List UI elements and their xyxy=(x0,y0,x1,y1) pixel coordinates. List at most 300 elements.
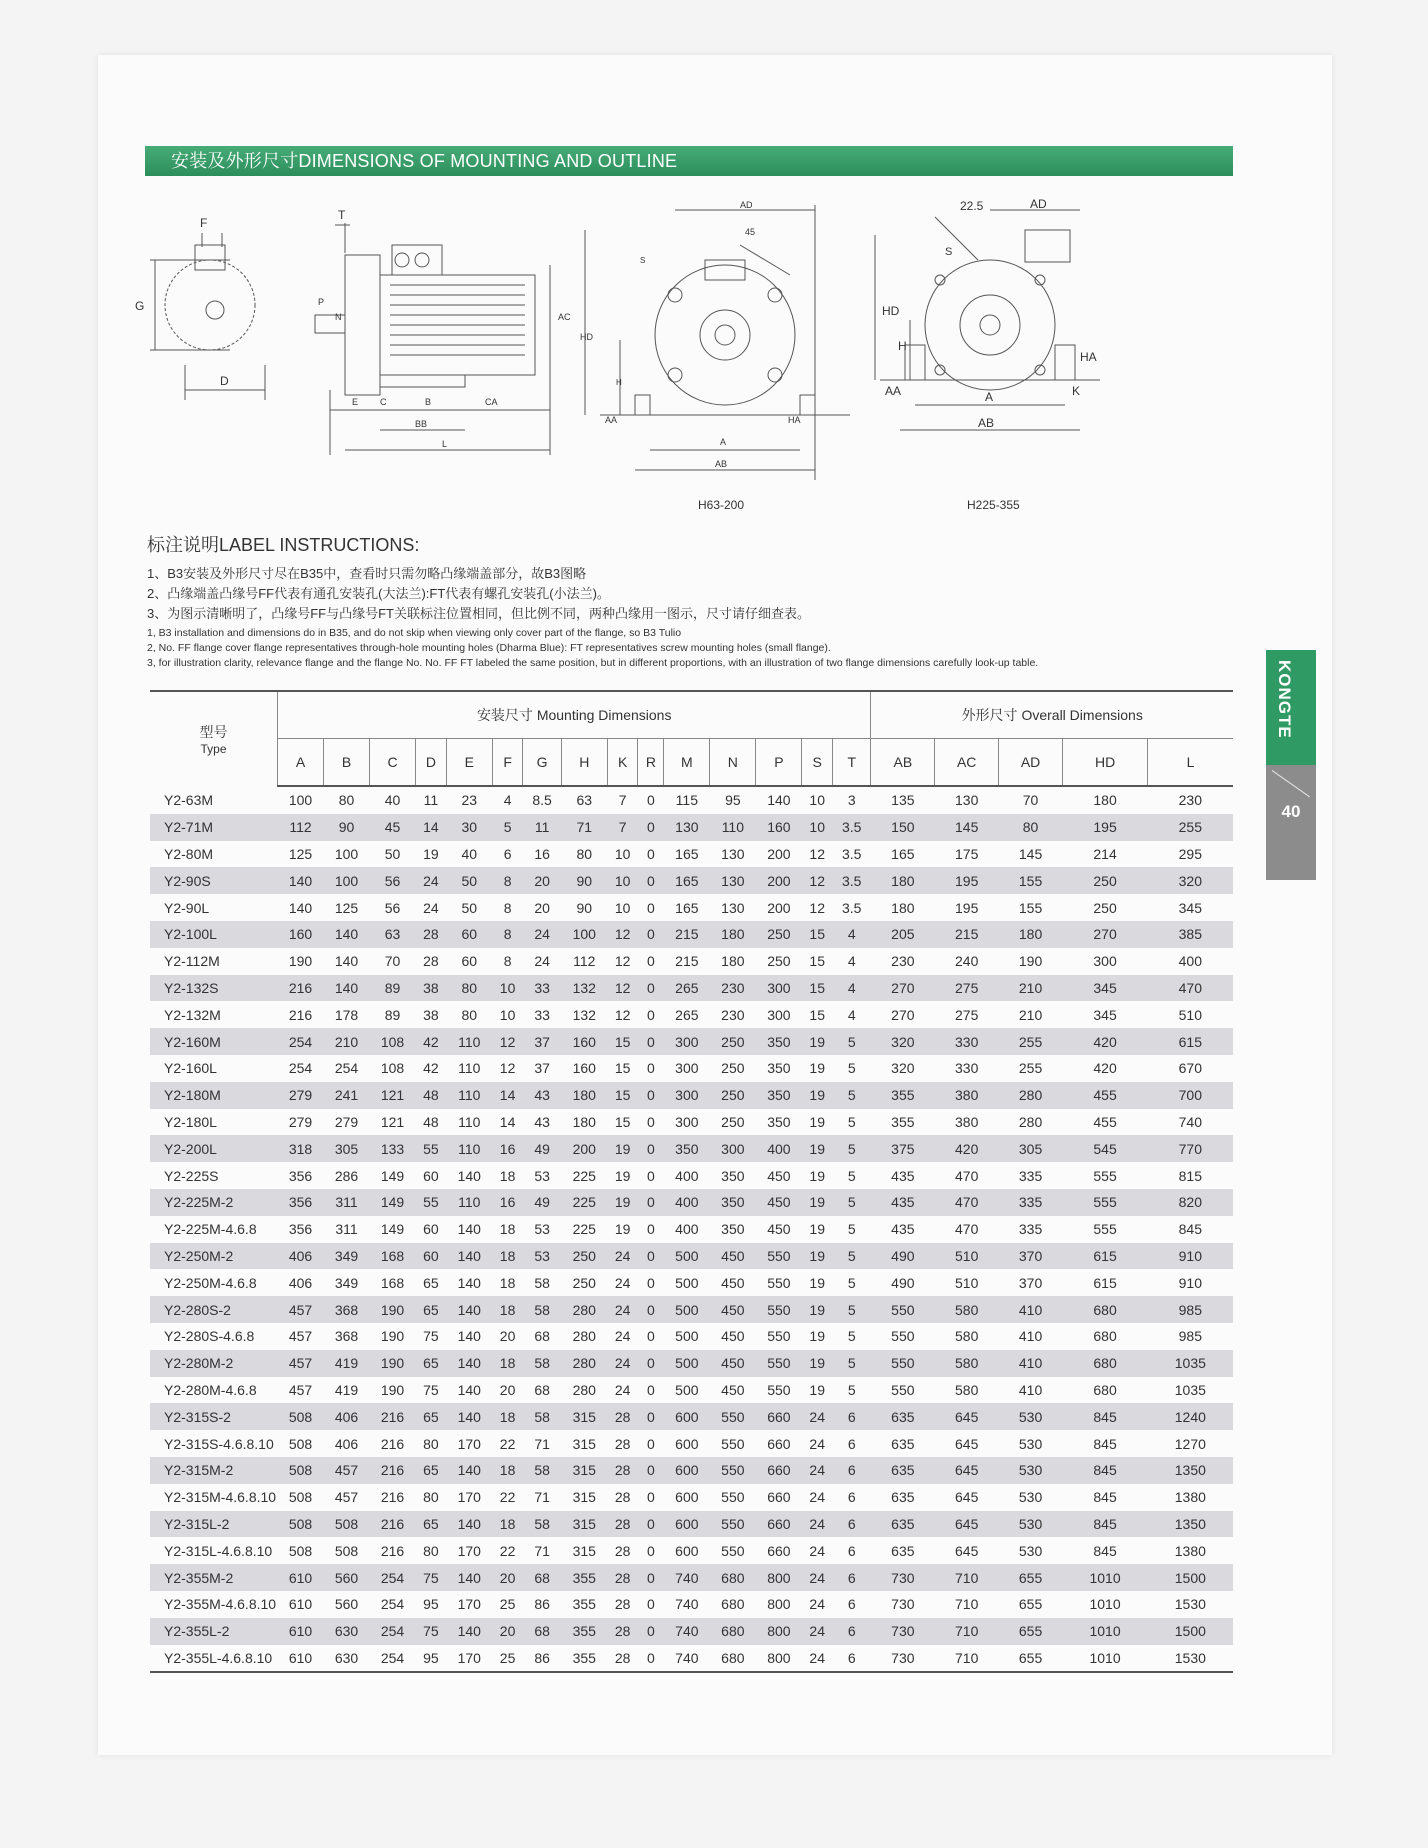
value-cell: 16 xyxy=(534,845,550,862)
value-cell: 43 xyxy=(534,1113,550,1130)
value-cell: 230 xyxy=(710,975,756,1002)
value-cell: 130 xyxy=(721,845,745,862)
value-cell: 40 xyxy=(461,845,478,862)
value-cell: 660 xyxy=(767,1542,791,1559)
value-cell: 555 xyxy=(1093,1167,1117,1184)
value-cell: 550 xyxy=(710,1403,756,1430)
value-cell: 165 xyxy=(891,845,915,862)
caption-h225-355: H225-355 xyxy=(967,498,1020,512)
brand-name: KONGTE xyxy=(1275,660,1294,739)
value-cell: 254 xyxy=(370,1645,416,1673)
value-cell: 400 xyxy=(664,1189,710,1216)
value-cell: 0 xyxy=(638,1028,664,1055)
value-cell: 8 xyxy=(503,899,512,916)
value-cell: 250 xyxy=(1093,899,1117,916)
value-cell: 420 xyxy=(1062,1028,1147,1055)
label-aa-2: AA xyxy=(885,384,902,398)
value-cell: 5 xyxy=(833,1135,871,1162)
value-cell: 12 xyxy=(809,899,825,916)
value-cell: 406 xyxy=(278,1243,324,1270)
value-cell: 75 xyxy=(423,1328,439,1345)
value-cell: 845 xyxy=(1062,1457,1147,1484)
value-cell: 180 xyxy=(572,1113,596,1130)
value-cell: 457 xyxy=(278,1296,324,1323)
value-cell: 610 xyxy=(278,1618,324,1645)
column-header: HD xyxy=(1062,739,1147,787)
value-cell: 30 xyxy=(446,814,492,841)
motor-outline-drawings xyxy=(135,197,1240,515)
value-cell: 215 xyxy=(675,953,699,970)
value-cell: 300 xyxy=(710,1135,756,1162)
value-cell: 510 xyxy=(1178,1006,1202,1023)
value-cell: 95 xyxy=(416,1645,447,1673)
value-cell: 140 xyxy=(446,1296,492,1323)
value-cell: 19 xyxy=(802,1243,833,1270)
value-cell: 300 xyxy=(767,1006,791,1023)
value-cell: 24 xyxy=(416,867,447,894)
value-cell: 280 xyxy=(561,1296,607,1323)
value-cell: 370 xyxy=(999,1243,1063,1270)
value-cell: 28 xyxy=(607,1564,638,1591)
value-cell: 385 xyxy=(1148,921,1233,948)
value-cell: 800 xyxy=(756,1564,802,1591)
value-cell: 195 xyxy=(935,867,999,894)
value-cell: 0 xyxy=(638,1403,664,1430)
column-header: B xyxy=(324,739,370,787)
value-cell: 356 xyxy=(288,1167,313,1184)
value-cell: 19 xyxy=(614,1167,631,1184)
type-header xyxy=(150,691,278,786)
value-cell: 335 xyxy=(1018,1221,1043,1238)
label-g: G xyxy=(135,299,145,313)
type-cell: Y2-280S-4.6.8 xyxy=(164,1328,255,1345)
value-cell: 0 xyxy=(638,1511,664,1538)
value-cell: 19 xyxy=(802,1135,833,1162)
type-cell: Y2-355M-4.6.8.10 xyxy=(164,1596,277,1613)
overall-header: 外形尺寸 Overall Dimensions xyxy=(871,691,1233,739)
value-cell: 320 xyxy=(871,1028,935,1055)
value-cell: 125 xyxy=(334,899,359,916)
value-cell: 4 xyxy=(833,921,871,948)
value-cell: 24 xyxy=(802,1564,833,1591)
value-cell: 16 xyxy=(492,1135,523,1162)
value-cell: 286 xyxy=(334,1167,359,1184)
value-cell: 349 xyxy=(324,1243,370,1270)
type-cell: Y2-280M-2 xyxy=(150,1350,278,1377)
type-cell: Y2-250M-2 xyxy=(150,1243,278,1270)
value-cell: 1240 xyxy=(1148,1403,1233,1430)
column-header: K xyxy=(607,739,638,787)
value-cell: 37 xyxy=(534,1060,550,1077)
value-cell: 0 xyxy=(638,1350,664,1377)
label-instructions-title: 标注说明LABEL INSTRUCTIONS: xyxy=(147,535,420,555)
value-cell: 170 xyxy=(446,1645,492,1673)
value-cell: 150 xyxy=(871,814,935,841)
value-cell: 1010 xyxy=(1062,1645,1147,1673)
value-cell: 170 xyxy=(457,1435,481,1452)
value-cell: 95 xyxy=(725,792,741,809)
value-cell: 19 xyxy=(423,845,439,862)
note-cn-1: 1、B3安装及外形尺寸尽在B35中，查看时只需勿略凸缘端盖部分，故B3图略 xyxy=(147,566,587,581)
value-cell: 175 xyxy=(955,845,979,862)
value-cell: 1500 xyxy=(1148,1564,1233,1591)
value-cell: 24 xyxy=(423,899,439,916)
value-cell: 600 xyxy=(675,1435,699,1452)
value-cell: 135 xyxy=(891,792,915,809)
value-cell: 80 xyxy=(423,1489,439,1506)
value-cell: 210 xyxy=(1018,1006,1043,1023)
value-cell: 3.5 xyxy=(842,845,862,862)
value-cell: 349 xyxy=(334,1274,359,1291)
value-cell: 550 xyxy=(710,1457,756,1484)
value-cell: 545 xyxy=(1062,1135,1147,1162)
value-cell: 190 xyxy=(380,1381,405,1398)
value-cell: 470 xyxy=(1148,975,1233,1002)
table-row xyxy=(150,1618,1233,1645)
value-cell: 6 xyxy=(833,1457,871,1484)
value-cell: 315 xyxy=(572,1435,596,1452)
table-row xyxy=(150,1430,1233,1457)
value-cell: 530 xyxy=(999,1457,1063,1484)
value-cell: 645 xyxy=(955,1542,979,1559)
value-cell: 33 xyxy=(534,1006,550,1023)
value-cell: 5 xyxy=(833,1189,871,1216)
column-header: AD xyxy=(999,739,1063,787)
value-cell: 800 xyxy=(756,1645,802,1673)
value-cell: 200 xyxy=(767,845,791,862)
value-cell: 100 xyxy=(561,921,607,948)
value-cell: 80 xyxy=(576,845,593,862)
value-cell: 0 xyxy=(647,1060,655,1077)
value-cell: 680 xyxy=(721,1596,745,1613)
value-cell: 20 xyxy=(492,1564,523,1591)
value-cell: 610 xyxy=(278,1645,324,1673)
value-cell: 18 xyxy=(492,1403,523,1430)
value-cell: 58 xyxy=(523,1296,561,1323)
value-cell: 145 xyxy=(935,814,999,841)
value-cell: 410 xyxy=(1018,1328,1043,1345)
value-cell: 155 xyxy=(999,867,1063,894)
value-cell: 635 xyxy=(871,1511,935,1538)
value-cell: 6 xyxy=(847,1596,856,1613)
value-cell: 190 xyxy=(380,1328,405,1345)
dimensions-table xyxy=(150,690,1233,1673)
value-cell: 18 xyxy=(492,1511,523,1538)
value-cell: 49 xyxy=(523,1135,561,1162)
value-cell: 0 xyxy=(647,1489,655,1506)
value-cell: 58 xyxy=(534,1274,550,1291)
value-cell: 160 xyxy=(572,1060,596,1077)
label-ha-2: HA xyxy=(1080,350,1097,364)
value-cell: 18 xyxy=(499,1274,516,1291)
value-cell: 19 xyxy=(809,1167,825,1184)
value-cell: 610 xyxy=(288,1596,313,1613)
value-cell: 168 xyxy=(370,1243,416,1270)
label-d: D xyxy=(220,374,229,388)
shaft-end-drawing xyxy=(150,233,265,400)
value-cell: 19 xyxy=(614,1221,631,1238)
value-cell: 985 xyxy=(1148,1296,1233,1323)
value-cell: 315 xyxy=(561,1457,607,1484)
value-cell: 680 xyxy=(1093,1328,1117,1345)
value-cell: 200 xyxy=(767,899,791,916)
value-cell: 170 xyxy=(457,1489,481,1506)
value-cell: 550 xyxy=(721,1489,745,1506)
value-cell: 500 xyxy=(664,1243,710,1270)
value-cell: 845 xyxy=(1178,1221,1202,1238)
value-cell: 8 xyxy=(492,921,523,948)
value-cell: 254 xyxy=(370,1564,416,1591)
value-cell: 0 xyxy=(647,792,655,809)
value-cell: 3 xyxy=(847,792,856,809)
table-row xyxy=(150,921,1233,948)
value-cell: 140 xyxy=(446,1511,492,1538)
value-cell: 6 xyxy=(833,1645,871,1673)
value-cell: 42 xyxy=(423,1060,439,1077)
value-cell: 140 xyxy=(457,1328,481,1345)
value-cell: 24 xyxy=(809,1489,825,1506)
label-hd-2: HD xyxy=(882,304,900,318)
value-cell: 845 xyxy=(1093,1542,1117,1559)
value-cell: 80 xyxy=(999,814,1063,841)
value-cell: 730 xyxy=(871,1645,935,1673)
value-cell: 400 xyxy=(1178,953,1202,970)
value-cell: 508 xyxy=(324,1511,370,1538)
value-cell: 550 xyxy=(871,1296,935,1323)
value-cell: 28 xyxy=(614,1489,631,1506)
value-cell: 457 xyxy=(278,1350,324,1377)
value-cell: 65 xyxy=(416,1511,447,1538)
column-header: A xyxy=(278,739,324,787)
value-cell: 550 xyxy=(871,1350,935,1377)
value-cell: 375 xyxy=(871,1135,935,1162)
value-cell: 250 xyxy=(721,1060,745,1077)
value-cell: 710 xyxy=(935,1564,999,1591)
note-cn-3: 3、为图示清晰明了，凸缘号FF与凸缘号FT关联标注位置相同，但比例不同，两种凸缘用一图示，尺寸请仔细查表。 xyxy=(147,606,810,621)
value-cell: 680 xyxy=(1062,1296,1147,1323)
value-cell: 75 xyxy=(416,1564,447,1591)
value-cell: 1380 xyxy=(1174,1542,1206,1559)
value-cell: 71 xyxy=(534,1489,550,1506)
value-cell: 420 xyxy=(1093,1060,1117,1077)
value-cell: 508 xyxy=(288,1542,313,1559)
label-k: K xyxy=(1072,384,1081,398)
value-cell: 178 xyxy=(334,1006,359,1023)
value-cell: 730 xyxy=(871,1618,935,1645)
label-b: B xyxy=(425,397,432,407)
value-cell: 28 xyxy=(607,1511,638,1538)
value-cell: 110 xyxy=(458,1113,481,1130)
value-cell: 355 xyxy=(871,1082,935,1109)
value-cell: 660 xyxy=(767,1435,791,1452)
value-cell: 300 xyxy=(675,1060,699,1077)
value-cell: 645 xyxy=(935,1457,999,1484)
value-cell: 210 xyxy=(999,975,1063,1002)
value-cell: 89 xyxy=(384,1006,401,1023)
value-cell: 500 xyxy=(664,1296,710,1323)
type-cell: Y2-63M xyxy=(164,791,214,808)
value-cell: 370 xyxy=(1018,1274,1043,1291)
value-cell: 58 xyxy=(523,1403,561,1430)
value-cell: 28 xyxy=(607,1403,638,1430)
value-cell: 190 xyxy=(288,953,313,970)
column-header: P xyxy=(756,739,802,787)
value-cell: 130 xyxy=(664,814,710,841)
value-cell: 23 xyxy=(461,792,478,809)
value-cell: 300 xyxy=(664,1028,710,1055)
value-cell: 14 xyxy=(499,1113,516,1130)
value-cell: 24 xyxy=(802,1618,833,1645)
value-cell: 0 xyxy=(638,1618,664,1645)
value-cell: 800 xyxy=(767,1596,791,1613)
value-cell: 60 xyxy=(446,921,492,948)
value-cell: 65 xyxy=(416,1403,447,1430)
value-cell: 214 xyxy=(1093,845,1117,862)
value-cell: 216 xyxy=(288,1006,313,1023)
value-cell: 255 xyxy=(1018,1060,1043,1077)
value-cell: 435 xyxy=(871,1189,935,1216)
value-cell: 845 xyxy=(1093,1435,1117,1452)
value-cell: 254 xyxy=(278,1028,324,1055)
value-cell: 450 xyxy=(721,1381,745,1398)
value-cell: 250 xyxy=(710,1028,756,1055)
value-cell: 215 xyxy=(935,921,999,948)
value-cell: 550 xyxy=(756,1350,802,1377)
value-cell: 615 xyxy=(1148,1028,1233,1055)
value-cell: 0 xyxy=(647,1328,655,1345)
value-cell: 110 xyxy=(458,1060,481,1077)
value-cell: 355 xyxy=(561,1645,607,1673)
value-cell: 8 xyxy=(503,953,512,970)
value-cell: 3.5 xyxy=(833,867,871,894)
value-cell: 5 xyxy=(847,1060,856,1077)
value-cell: 419 xyxy=(324,1350,370,1377)
value-cell: 635 xyxy=(871,1403,935,1430)
value-cell: 19 xyxy=(607,1135,638,1162)
value-cell: 350 xyxy=(767,1060,791,1077)
value-cell: 48 xyxy=(416,1082,447,1109)
type-cell: Y2-355L-2 xyxy=(150,1618,278,1645)
value-cell: 65 xyxy=(416,1457,447,1484)
value-cell: 1380 xyxy=(1174,1489,1206,1506)
value-cell: 710 xyxy=(935,1618,999,1645)
value-cell: 311 xyxy=(324,1189,370,1216)
type-cell: Y2-80M xyxy=(164,845,214,862)
value-cell: 5 xyxy=(847,1167,856,1184)
label-a-1: A xyxy=(720,437,727,447)
value-cell: 6 xyxy=(833,1511,871,1538)
table-row xyxy=(150,894,1233,921)
value-cell: 53 xyxy=(534,1167,550,1184)
value-cell: 50 xyxy=(446,867,492,894)
value-cell: 550 xyxy=(891,1328,915,1345)
value-cell: 140 xyxy=(324,921,370,948)
value-cell: 630 xyxy=(324,1645,370,1673)
column-header-row xyxy=(150,739,1233,787)
value-cell: 28 xyxy=(607,1645,638,1673)
table-row xyxy=(150,1377,1233,1404)
value-cell: 19 xyxy=(802,1189,833,1216)
value-cell: 250 xyxy=(721,1113,745,1130)
value-cell: 45 xyxy=(370,814,416,841)
value-cell: 300 xyxy=(675,1113,699,1130)
value-cell: 250 xyxy=(756,921,802,948)
value-cell: 24 xyxy=(809,1596,825,1613)
value-cell: 508 xyxy=(278,1511,324,1538)
value-cell: 56 xyxy=(384,899,401,916)
value-cell: 15 xyxy=(614,1060,631,1077)
value-cell: 635 xyxy=(891,1542,915,1559)
value-cell: 63 xyxy=(370,921,416,948)
value-cell: 14 xyxy=(416,814,447,841)
value-cell: 225 xyxy=(561,1189,607,1216)
value-cell: 5 xyxy=(847,1328,856,1345)
value-cell: 149 xyxy=(380,1167,405,1184)
value-cell: 550 xyxy=(710,1511,756,1538)
value-cell: 508 xyxy=(278,1457,324,1484)
label-225: 22.5 xyxy=(960,199,984,213)
note-en-2: 2, No. FF flange cover flange representatives through-hole mounting holes (Dharma Blue): FT representatives screw mounting holes (small flange). xyxy=(147,642,831,654)
value-cell: 20 xyxy=(499,1381,516,1398)
value-cell: 100 xyxy=(334,845,359,862)
type-cell: Y2-160L xyxy=(164,1060,217,1077)
value-cell: 18 xyxy=(492,1350,523,1377)
value-cell: 490 xyxy=(871,1243,935,1270)
value-cell: 160 xyxy=(278,921,324,948)
label-l: L xyxy=(442,439,448,449)
value-cell: 165 xyxy=(675,845,699,862)
value-cell: 550 xyxy=(767,1381,791,1398)
value-cell: 155 xyxy=(1018,899,1043,916)
value-cell: 7 xyxy=(607,814,638,841)
value-cell: 254 xyxy=(288,1060,313,1077)
value-cell: 550 xyxy=(756,1296,802,1323)
value-cell: 645 xyxy=(935,1403,999,1430)
table-row xyxy=(150,1243,1233,1270)
value-cell: 265 xyxy=(664,975,710,1002)
value-cell: 140 xyxy=(457,1167,481,1184)
value-cell: 160 xyxy=(561,1028,607,1055)
value-cell: 6 xyxy=(847,1435,856,1452)
value-cell: 55 xyxy=(416,1189,447,1216)
value-cell: 450 xyxy=(767,1167,791,1184)
column-header: AC xyxy=(935,739,999,787)
value-cell: 22 xyxy=(499,1542,516,1559)
value-cell: 470 xyxy=(955,1221,979,1238)
value-cell: 680 xyxy=(1093,1381,1117,1398)
label-s-2: S xyxy=(945,246,953,258)
value-cell: 250 xyxy=(572,1274,596,1291)
value-cell: 600 xyxy=(664,1403,710,1430)
column-header: F xyxy=(492,739,523,787)
value-cell: 5 xyxy=(492,814,523,841)
label-ha-1: HA xyxy=(788,415,801,425)
label-aa-1: AA xyxy=(605,415,618,425)
value-cell: 180 xyxy=(1093,792,1117,809)
label-ad-2: AD xyxy=(1030,197,1047,211)
value-cell: 140 xyxy=(767,792,791,809)
value-cell: 600 xyxy=(664,1511,710,1538)
value-cell: 108 xyxy=(370,1028,416,1055)
value-cell: 216 xyxy=(278,975,324,1002)
value-cell: 205 xyxy=(871,921,935,948)
label-hd-1: HD xyxy=(580,332,593,342)
value-cell: 18 xyxy=(492,1243,523,1270)
value-cell: 56 xyxy=(370,867,416,894)
value-cell: 133 xyxy=(370,1135,416,1162)
value-cell: 435 xyxy=(891,1167,915,1184)
value-cell: 508 xyxy=(334,1542,359,1559)
